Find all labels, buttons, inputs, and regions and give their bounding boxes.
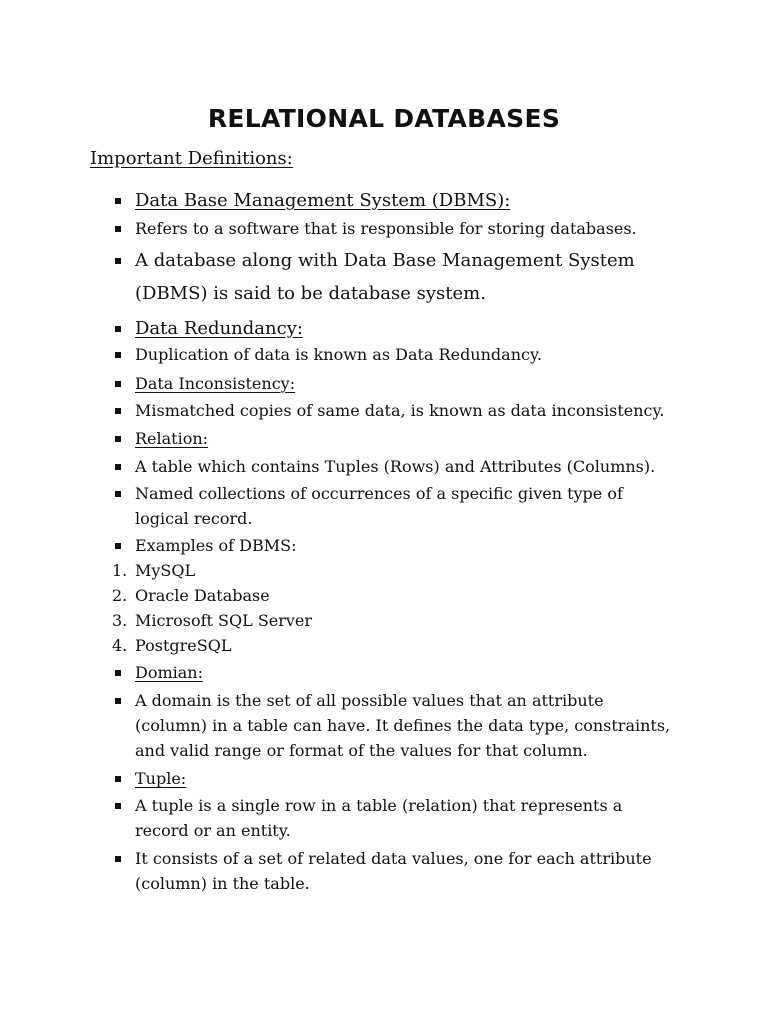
bullet-marker [112,481,136,506]
list-item-text: A table which contains Tuples (Rows) and Attributes (Columns). [135,457,656,476]
list-item-text: A database along with Data Base Management System (DBMS) is said to be database system. [135,250,635,304]
bullet-marker [112,216,136,241]
list-item-text: Data Base Management System (DBMS): [135,190,511,211]
list-item-text: Relation: [135,429,209,448]
bullet-marker [112,533,136,558]
list-item-text: A tuple is a single row in a table (relation) that represents a record or an entity. [135,796,623,840]
number-marker: 1. [112,561,128,580]
bullet-marker [112,398,136,423]
list-item-text: Data Redundancy: [135,318,303,339]
list-item-text: It consists of a set of related data values, one for each attribute (column) in the table. [135,849,652,893]
number-marker: 3. [112,611,128,630]
list-item-text: MySQL [135,561,196,580]
bullet-marker [112,244,136,277]
section-heading: Important Definitions: [90,148,293,169]
bullet-marker [112,342,136,367]
number-marker: 2. [112,586,128,605]
bullet-marker [112,454,136,479]
bullet-marker [112,846,136,871]
list-item-text: Examples of DBMS: [135,536,297,555]
bullet-marker [112,793,136,818]
bullet-marker [112,660,136,685]
list-item-text: Refers to a software that is responsible for storing databases. [135,219,637,238]
bullet-marker [112,766,136,791]
list-item-text: Oracle Database [135,586,270,605]
list-item-text: Tuple: [135,769,187,788]
list-item-text: Named collections of occurrences of a specific given type of logical record. [135,484,623,528]
page-title: RELATIONAL DATABASES [207,104,561,133]
list-item-text: Domian: [135,663,203,682]
bullet-marker [112,312,136,345]
bullet-marker [112,688,136,713]
bullet-marker [112,184,136,217]
bullet-marker [112,371,136,396]
list-item-text: A domain is the set of all possible values that an attribute (column) in a table can have. It defines the data type, constraints, and valid range or format of the values for that column. [135,691,671,760]
list-item-text: Microsoft SQL Server [135,611,313,630]
number-marker: 4. [112,636,128,655]
bullet-marker [112,426,136,451]
list-item-text: Mismatched copies of same data, is known as data inconsistency. [135,401,665,420]
list-item-text: Data Inconsistency: [135,374,296,393]
list-item-text: Duplication of data is known as Data Redundancy. [135,345,542,364]
list-item-text: PostgreSQL [135,636,232,655]
